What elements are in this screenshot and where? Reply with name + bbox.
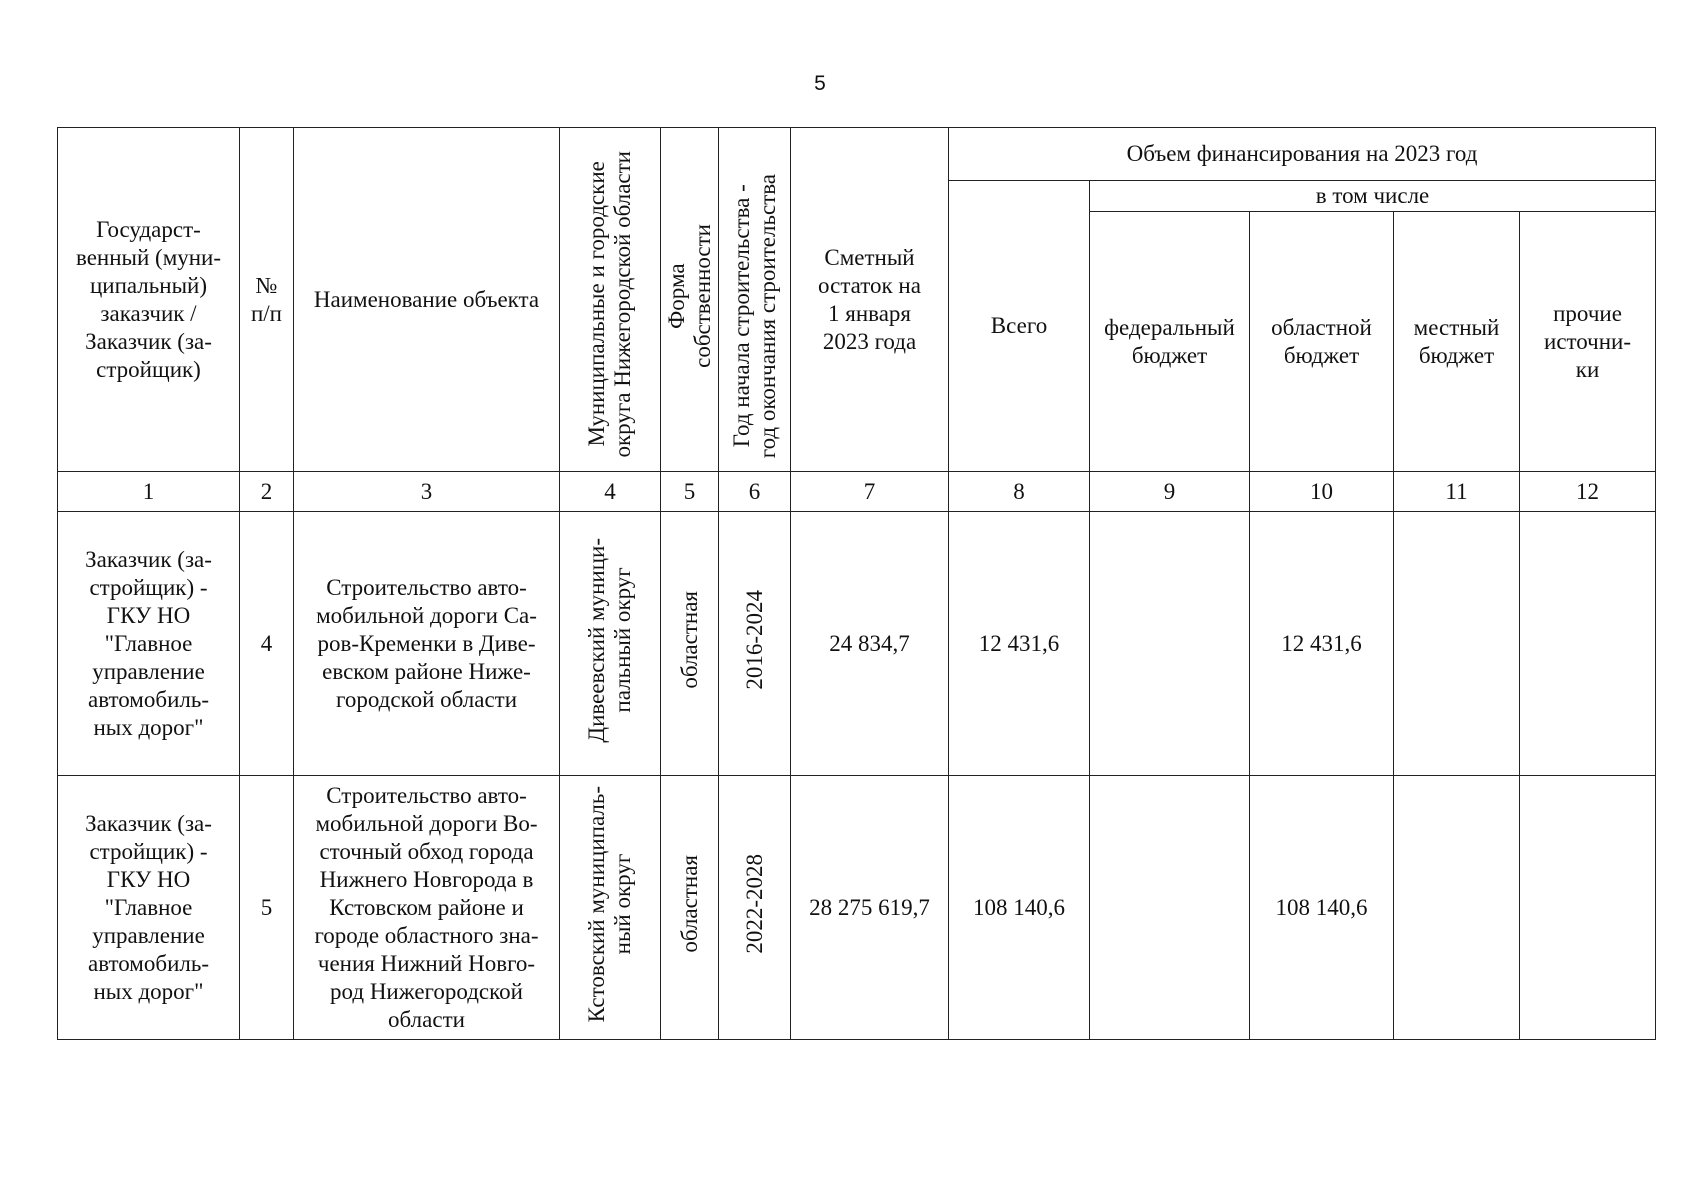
row-years: 2022-2028 bbox=[741, 854, 767, 954]
header-ownership-cell bbox=[661, 128, 719, 472]
row-number: 5 bbox=[240, 776, 294, 1040]
column-number: 10 bbox=[1250, 472, 1394, 512]
header-municipality-cell bbox=[560, 128, 661, 472]
row-estimated-balance: 24 834,7 bbox=[791, 512, 949, 776]
header-row-1 bbox=[58, 128, 1656, 181]
header-number: № п/п bbox=[240, 128, 294, 472]
column-number: 9 bbox=[1090, 472, 1250, 512]
column-number: 6 bbox=[719, 472, 791, 512]
row-other bbox=[1520, 512, 1656, 776]
header-ownership: Форма собственности bbox=[663, 224, 715, 368]
row-years-cell bbox=[719, 512, 791, 776]
row-estimated-balance: 28 275 619,7 bbox=[791, 776, 949, 1040]
header-other: прочие источни- ки bbox=[1520, 212, 1656, 472]
column-number: 11 bbox=[1394, 472, 1520, 512]
row-municipality-cell bbox=[560, 512, 661, 776]
header-estimated-balance: Сметный остаток на 1 января 2023 года bbox=[791, 128, 949, 472]
column-number: 3 bbox=[294, 472, 560, 512]
page-number: 5 bbox=[814, 72, 826, 95]
row-ownership: областная bbox=[676, 591, 702, 689]
header-object-name: Наименование объекта bbox=[294, 128, 560, 472]
header-including: в том числе bbox=[1090, 181, 1656, 212]
column-numbers-row bbox=[58, 472, 1656, 512]
header-federal: федеральный бюджет bbox=[1090, 212, 1250, 472]
row-municipality-cell bbox=[560, 776, 661, 1040]
header-total: Всего bbox=[949, 181, 1090, 472]
row-years-cell bbox=[719, 776, 791, 1040]
row-other bbox=[1520, 776, 1656, 1040]
header-years: Год начала строительства - год окончания строительства bbox=[728, 173, 780, 458]
table-row bbox=[58, 776, 1656, 1040]
row-total: 12 431,6 bbox=[949, 512, 1090, 776]
column-number: 12 bbox=[1520, 472, 1656, 512]
header-municipality: Муниципальные и городские округа Нижегородской области bbox=[584, 151, 635, 458]
column-number: 5 bbox=[661, 472, 719, 512]
row-federal bbox=[1090, 512, 1250, 776]
row-object-name: Строительство авто- мобильной дороги Са- ров-Кременки в Диве- евском районе Ниже- городской области bbox=[294, 512, 560, 776]
row-regional: 108 140,6 bbox=[1250, 776, 1394, 1040]
column-number: 4 bbox=[560, 472, 661, 512]
row-local bbox=[1394, 512, 1520, 776]
header-local: местный бюджет bbox=[1394, 212, 1520, 472]
row-regional: 12 431,6 bbox=[1250, 512, 1394, 776]
header-regional: областной бюджет bbox=[1250, 212, 1394, 472]
header-years-cell bbox=[719, 128, 791, 472]
financing-table bbox=[57, 127, 1656, 1040]
row-object-name: Строительство авто- мобильной дороги Во- сточный обход города Нижнего Новгорода в Кстовском районе и городе областного зна- чения Нижний Новго- род Нижегородской области bbox=[294, 776, 560, 1040]
row-municipality: Кстовский муниципаль- ный округ bbox=[584, 785, 635, 1023]
row-ownership: областная bbox=[676, 855, 702, 953]
column-number: 1 bbox=[58, 472, 240, 512]
row-ownership-cell bbox=[661, 512, 719, 776]
row-years: 2016-2024 bbox=[741, 590, 767, 690]
row-ownership-cell bbox=[661, 776, 719, 1040]
row-municipality: Дивеевский муници- пальный округ bbox=[584, 537, 635, 743]
row-number: 4 bbox=[240, 512, 294, 776]
header-customer: Государст- венный (муни- ципальный) заказчик / Заказчик (за- стройщик) bbox=[58, 128, 240, 472]
row-federal bbox=[1090, 776, 1250, 1040]
row-total: 108 140,6 bbox=[949, 776, 1090, 1040]
row-customer: Заказчик (за- стройщик) - ГКУ НО "Главное управление автомобиль- ных дорог" bbox=[58, 512, 240, 776]
header-financing-title: Объем финансирования на 2023 год bbox=[949, 128, 1656, 181]
table-row bbox=[58, 512, 1656, 776]
row-local bbox=[1394, 776, 1520, 1040]
column-number: 8 bbox=[949, 472, 1090, 512]
column-number: 7 bbox=[791, 472, 949, 512]
column-number: 2 bbox=[240, 472, 294, 512]
row-customer: Заказчик (за- стройщик) - ГКУ НО "Главное управление автомобиль- ных дорог" bbox=[58, 776, 240, 1040]
